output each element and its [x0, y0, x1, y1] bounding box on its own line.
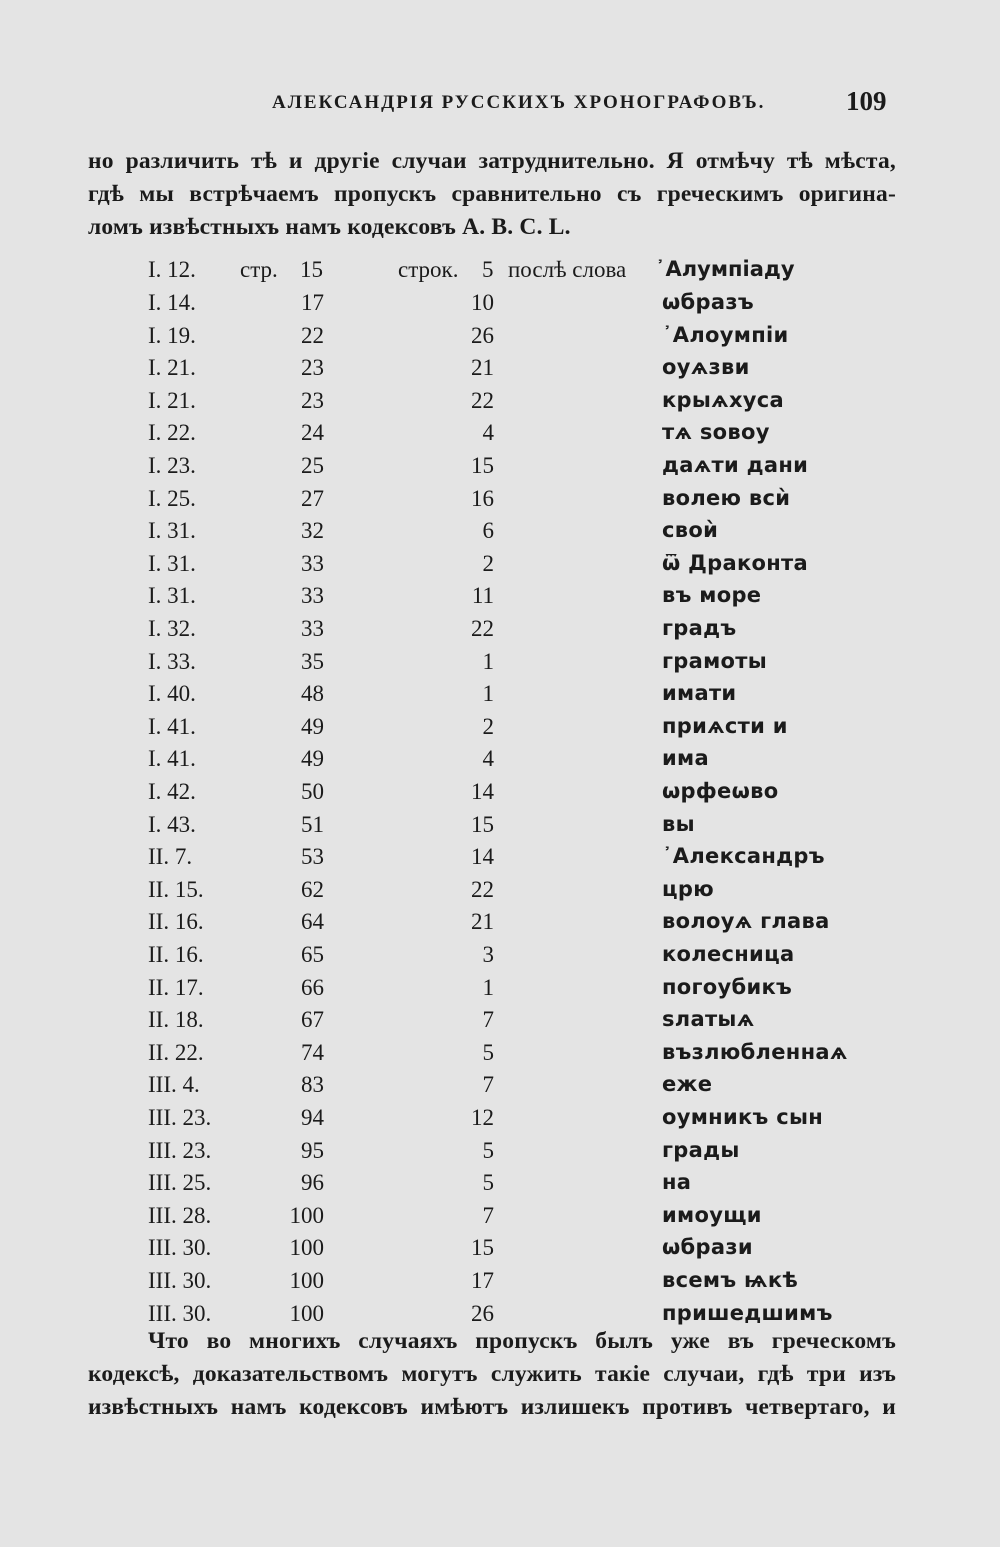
closing-line: Что во многихъ случаяхъ пропускъ былъ уже въ греческомъ	[148, 1328, 896, 1354]
row-ref: I. 31.	[148, 518, 196, 544]
row-page: 100	[289, 1268, 324, 1293]
running-title: АЛЕКСАНДРІЯ РУССКИХЪ ХРОНОГРАФОВЪ.	[272, 92, 766, 113]
table-row	[0, 1072, 1000, 1104]
row-word: имоущи	[662, 1202, 762, 1227]
closing-line: извѣстныхъ намъ кодексовъ имѣютъ излишекъ противъ четвертаго, и	[88, 1394, 896, 1420]
row-line: 26	[471, 322, 494, 348]
row-word: ѿ Драконта	[662, 550, 809, 575]
row-page: 32	[301, 518, 324, 544]
table-row	[0, 616, 1000, 648]
row-ref: I. 22.	[148, 420, 196, 446]
row-word: възлюбленнаѧ	[662, 1039, 848, 1064]
row-word: погоубикъ	[662, 974, 793, 999]
table-row	[0, 844, 1000, 876]
header-page: 15	[300, 257, 323, 282]
row-line: 11	[471, 583, 494, 609]
row-page: 95	[301, 1137, 324, 1163]
row-page: 83	[301, 1072, 324, 1098]
row-page: 100	[289, 1235, 324, 1261]
table-row	[0, 779, 1000, 811]
row-word: ѡбрази	[662, 1235, 753, 1260]
row-page: 100	[289, 1202, 324, 1228]
table-row	[0, 453, 1000, 485]
row-word: въ море	[662, 583, 762, 608]
row-ref: I. 33.	[148, 648, 196, 674]
row-page: 66	[301, 974, 324, 1000]
table-row	[0, 975, 1000, 1007]
row-word: пришедшимъ	[662, 1300, 833, 1325]
table-row	[0, 355, 1000, 387]
row-page: 25	[301, 453, 324, 478]
row-line: 22	[471, 387, 494, 413]
table-row	[0, 1105, 1000, 1137]
row-page: 62	[301, 876, 324, 902]
row-page: 49	[301, 713, 324, 739]
row-page: 96	[301, 1170, 324, 1196]
row-ref: I. 19.	[148, 322, 196, 348]
row-word: вы	[662, 811, 695, 836]
row-word: волоуѧ глава	[662, 909, 830, 934]
table-row	[0, 290, 1000, 322]
row-line: 15	[471, 453, 494, 478]
intro-line: но различить тѣ и другіе случаи затруднительно. Я отмѣчу тѣ мѣста,	[88, 148, 896, 174]
row-ref: I. 21.	[148, 387, 196, 413]
row-page: 23	[301, 387, 324, 413]
row-word: оуѧзви	[662, 355, 750, 380]
row-word: ѡрфеѡво	[662, 779, 779, 803]
row-line: 22	[471, 616, 494, 641]
row-line: 21	[471, 909, 494, 935]
row-word: грады	[662, 1137, 740, 1162]
row-word: ѕлатыѧ	[662, 1007, 755, 1032]
row-page: 33	[301, 583, 324, 609]
row-line: 17	[471, 1268, 494, 1293]
row-ref: II. 15.	[148, 876, 204, 902]
row-page: 53	[301, 844, 324, 870]
row-page: 65	[301, 942, 324, 967]
table-row	[0, 746, 1000, 778]
table-row	[0, 1040, 1000, 1072]
row-page: 35	[301, 648, 324, 674]
row-line: 7	[482, 1202, 494, 1228]
row-line: 14	[471, 779, 494, 804]
row-page: 100	[289, 1300, 324, 1326]
row-word: крыѧхуса	[662, 387, 785, 412]
row-line: 5	[482, 1170, 494, 1196]
row-page: 50	[301, 779, 324, 804]
row-line: 15	[471, 1235, 494, 1261]
row-line: 1	[482, 681, 494, 707]
table-row	[0, 1007, 1000, 1039]
row-line: 2	[482, 550, 494, 576]
row-ref: I. 21.	[148, 355, 196, 381]
row-line: 1	[482, 648, 494, 674]
row-word: оумникъ сын	[662, 1105, 824, 1129]
row-ref: I. 32.	[148, 616, 196, 641]
page-number: 109	[846, 86, 887, 116]
row-ref: II. 22.	[148, 1039, 204, 1065]
row-line: 7	[482, 1007, 494, 1033]
row-word: црю	[662, 876, 714, 901]
intro-line: ломъ извѣстныхъ намъ кодексовъ А. В. С. L.	[88, 214, 571, 240]
row-word: всемъ ѩкѣ	[662, 1268, 799, 1292]
row-page: 24	[301, 420, 324, 446]
table-row	[0, 649, 1000, 681]
row-page: 64	[301, 909, 324, 935]
closing-line: кодексѣ, доказательствомъ могутъ служить такіе случаи, гдѣ три изъ	[88, 1361, 896, 1387]
table-row	[0, 877, 1000, 909]
row-word: еже	[662, 1072, 713, 1097]
table-row	[0, 1138, 1000, 1170]
row-line: 21	[471, 355, 494, 381]
row-line: 5	[482, 1137, 494, 1163]
row-word: ᾿Александръ	[662, 844, 825, 869]
row-page: 51	[301, 811, 324, 837]
row-ref: II. 17.	[148, 974, 204, 1000]
row-page: 48	[301, 681, 324, 707]
row-page: 17	[301, 290, 324, 315]
header-ref: I. 12.	[148, 257, 196, 282]
row-page: 23	[301, 355, 324, 381]
table-row	[0, 1235, 1000, 1267]
row-line: 1	[482, 974, 494, 1000]
table-row	[0, 812, 1000, 844]
table-row	[0, 518, 1000, 550]
row-ref: I. 23.	[148, 453, 196, 478]
row-word: ᾿Алоумпіи	[662, 322, 789, 347]
row-word: приѧсти и	[662, 713, 788, 738]
row-ref: III. 23.	[148, 1137, 212, 1163]
table-row	[0, 1203, 1000, 1235]
row-line: 10	[471, 290, 494, 315]
row-page: 67	[301, 1007, 324, 1033]
row-ref: III. 4.	[148, 1072, 200, 1098]
table-row	[0, 551, 1000, 583]
row-ref: III. 25.	[148, 1170, 212, 1196]
row-ref: I. 31.	[148, 550, 196, 576]
row-line: 26	[471, 1300, 494, 1326]
row-word: имати	[662, 681, 737, 706]
row-word: своѝ	[662, 518, 719, 543]
intro-line: гдѣ мы встрѣчаемъ пропускъ сравнительно съ греческимъ оригина-	[88, 181, 896, 207]
row-ref: II. 7.	[148, 844, 193, 870]
row-page: 27	[301, 485, 324, 511]
row-ref: I. 42.	[148, 779, 196, 804]
intro-paragraph	[88, 145, 896, 244]
header-line: 5	[482, 257, 494, 282]
row-ref: I. 43.	[148, 811, 196, 837]
row-page: 49	[301, 746, 324, 772]
table-row	[0, 1170, 1000, 1202]
table-row	[0, 583, 1000, 615]
row-ref: III. 30.	[148, 1235, 212, 1261]
row-line: 22	[471, 876, 494, 902]
table-row	[0, 323, 1000, 355]
row-word: грамоты	[662, 648, 768, 673]
row-ref: I. 14.	[148, 290, 196, 315]
row-page: 33	[301, 616, 324, 641]
table-row	[0, 909, 1000, 941]
row-ref: III. 30.	[148, 1268, 212, 1293]
row-ref: I. 41.	[148, 713, 196, 739]
row-ref: I. 41.	[148, 746, 196, 772]
header-word: ᾿Алумпіаду	[655, 257, 795, 281]
row-ref: III. 28.	[148, 1202, 212, 1228]
row-ref: II. 16.	[148, 909, 204, 935]
row-word: на	[662, 1170, 692, 1195]
row-word: има	[662, 746, 709, 771]
header-after-word: послѣ слова	[508, 257, 627, 282]
page-header	[0, 88, 1000, 122]
row-ref: III. 23.	[148, 1105, 212, 1130]
table-row	[0, 486, 1000, 518]
row-line: 5	[482, 1039, 494, 1065]
row-line: 3	[482, 942, 494, 967]
table-row	[0, 714, 1000, 746]
row-line: 6	[482, 518, 494, 544]
row-ref: II. 18.	[148, 1007, 204, 1033]
row-ref: I. 40.	[148, 681, 196, 707]
row-line: 14	[471, 844, 494, 870]
row-ref: III. 30.	[148, 1300, 212, 1326]
row-ref: I. 25.	[148, 485, 196, 511]
row-line: 2	[482, 713, 494, 739]
header-page-label: стр.	[240, 257, 278, 282]
table-row	[0, 420, 1000, 452]
row-line: 15	[471, 811, 494, 837]
table-row	[0, 1268, 1000, 1300]
header-line-label: строк.	[398, 257, 459, 282]
row-line: 4	[482, 746, 494, 772]
table-row	[0, 942, 1000, 974]
row-line: 4	[482, 420, 494, 446]
closing-paragraph	[88, 1325, 896, 1424]
row-page: 74	[301, 1039, 324, 1065]
row-line: 7	[482, 1072, 494, 1098]
row-ref: I. 31.	[148, 583, 196, 609]
table-row	[0, 388, 1000, 420]
row-word: ѡбразъ	[662, 290, 754, 314]
table-row	[0, 681, 1000, 713]
row-word: градъ	[662, 616, 737, 640]
row-page: 33	[301, 550, 324, 576]
row-page: 22	[301, 322, 324, 348]
row-word: тѧ ѕовоу	[662, 420, 770, 445]
table-header-row	[0, 257, 1000, 287]
row-line: 12	[471, 1105, 494, 1130]
row-ref: II. 16.	[148, 942, 204, 967]
row-word: волею всѝ	[662, 485, 791, 510]
row-page: 94	[301, 1105, 324, 1130]
row-word: колесница	[662, 942, 795, 966]
row-line: 16	[471, 485, 494, 511]
row-word: даѧти дани	[662, 453, 809, 477]
